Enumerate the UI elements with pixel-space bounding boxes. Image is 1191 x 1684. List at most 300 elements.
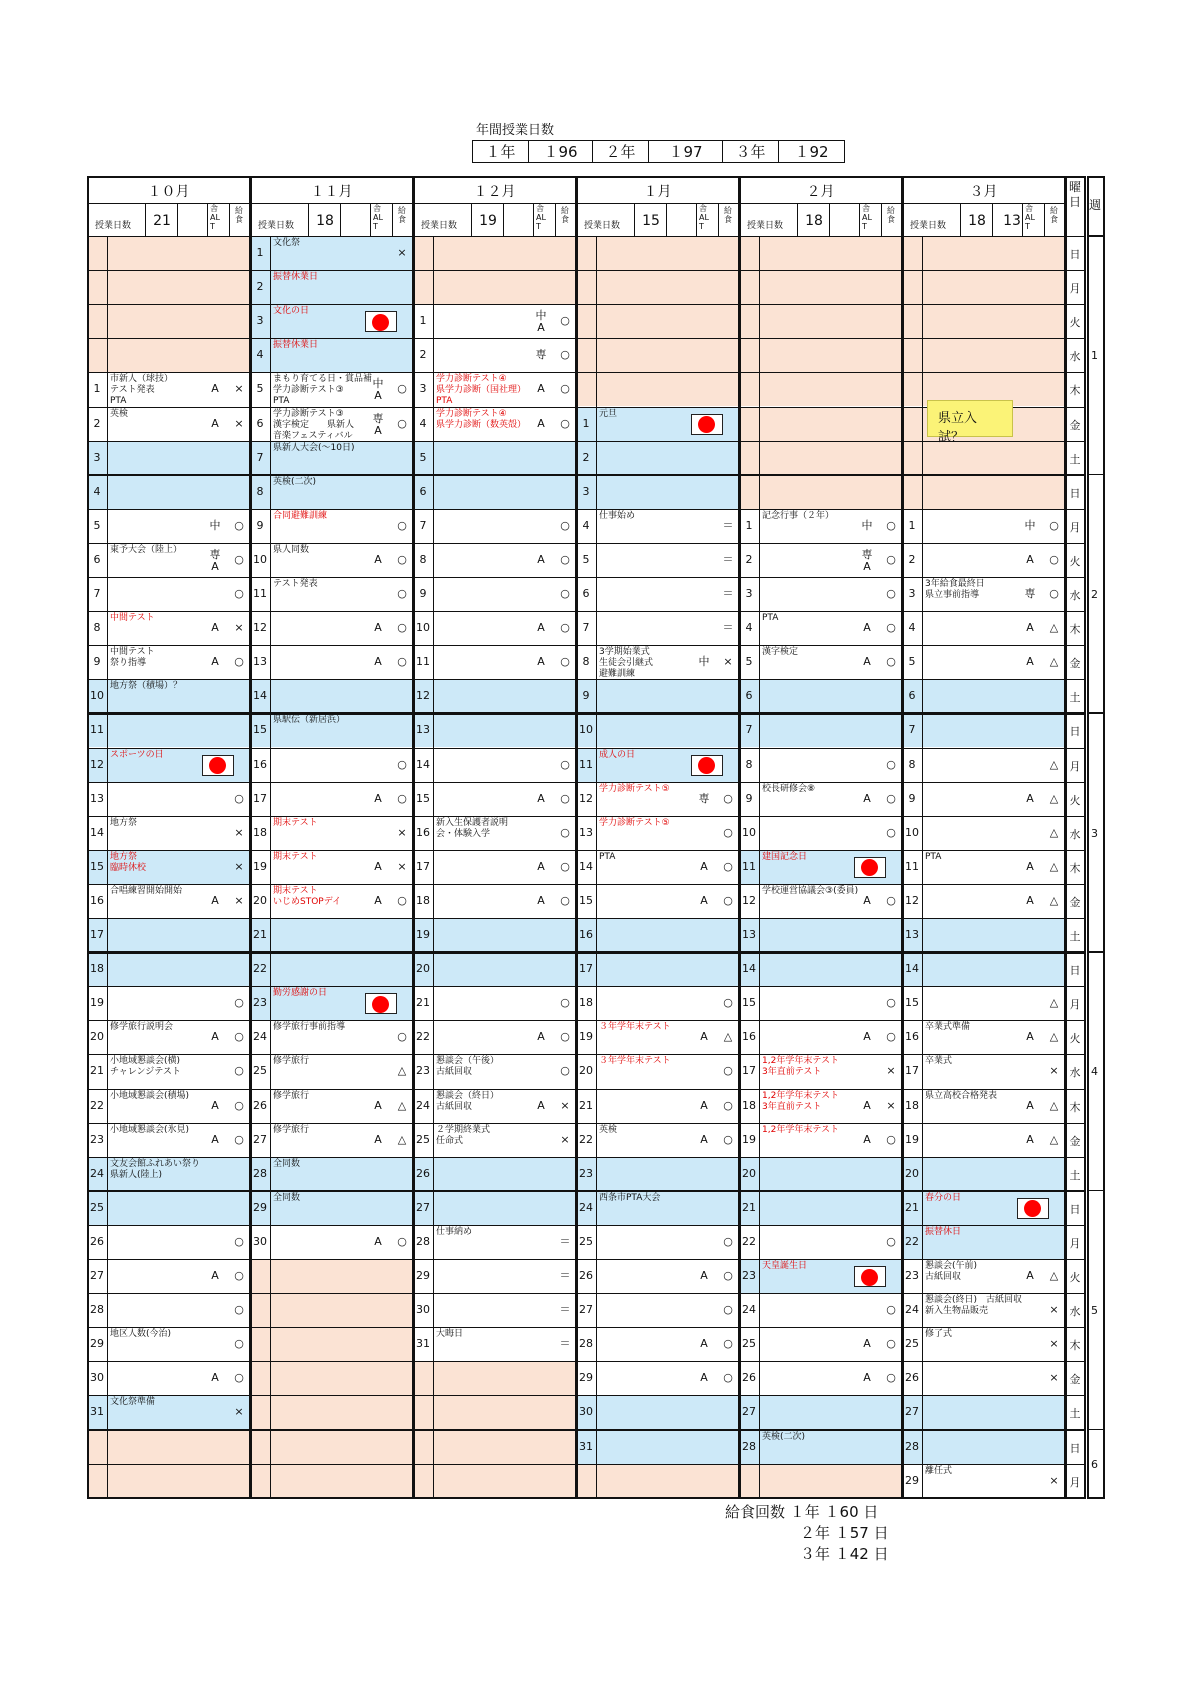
day-number: 23: [90, 1132, 104, 1146]
day-number: 12: [416, 689, 430, 703]
month-name: ３月: [969, 184, 998, 200]
weekday-name: 土: [1069, 930, 1081, 943]
alt-mark: A: [1026, 893, 1034, 907]
event-text: 合同避難訓練: [273, 510, 328, 521]
day-number: 28: [742, 1439, 756, 1453]
day-number: 25: [253, 1064, 267, 1078]
weekday-name: 日: [1069, 725, 1081, 739]
day-number: 29: [579, 1371, 593, 1385]
day-number: 9: [745, 791, 753, 805]
day-number: 8: [419, 552, 427, 566]
day-number: 15: [742, 996, 756, 1010]
day-number: 25: [90, 1200, 104, 1214]
day-number: 10: [579, 723, 593, 737]
event-text: 修了式: [925, 1329, 953, 1340]
lunch-mark: ○: [886, 587, 896, 600]
day-number: 22: [742, 1234, 756, 1248]
day-number: 1: [419, 314, 427, 328]
day-number: 25: [416, 1132, 430, 1146]
day-number: 20: [253, 893, 267, 907]
day-number: 6: [93, 552, 101, 566]
day-number: 8: [582, 655, 590, 669]
day-number: 5: [582, 552, 590, 566]
summary-days-1: １96: [529, 141, 593, 163]
days-label: 授業日数: [747, 221, 784, 231]
event-text: 学力診断テスト④ 県学力診断（数英殻）: [436, 408, 527, 430]
event-text: 学力診断テスト④ 県学力診断（国社理） PTA: [436, 374, 527, 407]
weekday-name: 金: [1069, 1134, 1081, 1148]
day-number: 13: [905, 928, 919, 941]
lunch-mark: ○: [234, 518, 244, 532]
weekday-name: 金: [1069, 418, 1081, 432]
weekday-name: 金: [1069, 657, 1081, 671]
lunch-mark: ×: [723, 655, 733, 669]
day-number: 4: [256, 348, 264, 362]
event-text: 学校運営協議会③(委員): [762, 885, 859, 896]
week-sep: [1087, 951, 1105, 953]
alt-mark: A: [1026, 621, 1034, 635]
alt-mark: A: [537, 893, 545, 907]
event-text: 小地域懇談会(氷見): [110, 1124, 190, 1135]
wk-top: [1087, 235, 1105, 237]
lunch-mark: ＝: [559, 1303, 571, 1317]
lunch-mark: ○: [560, 348, 570, 362]
event-text: 学力診断テスト③ 漢字検定 県新人 音楽フェスティバル: [273, 408, 355, 441]
lunch-mark: ○: [234, 1269, 244, 1282]
event-text: 懇談会(終日) 古紙回収 新入生物品販売: [925, 1295, 1023, 1317]
alt-label: 舎AL T: [1025, 204, 1035, 231]
day-number: 7: [256, 450, 264, 464]
day-number: 21: [416, 996, 430, 1010]
lunch-label: 給食: [887, 206, 895, 224]
event-text: 天皇誕生日: [762, 1261, 808, 1271]
lunch-mark: ×: [234, 825, 244, 839]
lunch-mark: ×: [234, 382, 244, 396]
alt-label: 舎AL T: [862, 204, 872, 231]
alt-mark: A: [537, 791, 545, 805]
month-name: １０月: [147, 184, 190, 200]
weekday-name: 日: [1069, 964, 1081, 978]
lunch-mark: ×: [234, 859, 244, 873]
lunch-mark: △: [1049, 757, 1059, 771]
event-text: PTA: [599, 851, 616, 862]
event-text: 懇談会（午後） 古紙回収: [436, 1056, 500, 1078]
week-sep: [1087, 474, 1105, 476]
day-number: 26: [416, 1166, 430, 1180]
alt-mark: A: [211, 1269, 219, 1282]
day-number: 7: [745, 723, 753, 737]
lunch-mark: ×: [234, 1405, 244, 1419]
alt-mark: A: [374, 552, 382, 566]
day-number: 18: [579, 996, 593, 1010]
day-number: 2: [745, 552, 753, 566]
week-sep: [1087, 712, 1105, 714]
alt-mark: A: [211, 621, 219, 635]
alt-mark: A: [1026, 1269, 1034, 1282]
day-number: 14: [416, 757, 430, 771]
day-number: 15: [579, 893, 593, 907]
alt-mark: A: [863, 1098, 871, 1112]
month-name: １２月: [473, 184, 516, 200]
weekday-name: 金: [1069, 1373, 1081, 1387]
day-number: 21: [905, 1200, 919, 1214]
event-text: 文化の日: [273, 306, 310, 317]
day-number: 24: [905, 1303, 919, 1317]
day-number: 1: [745, 518, 753, 532]
lunch-mark: ○: [560, 416, 570, 430]
lunch-label: 給食: [235, 206, 243, 224]
lunch-mark: ○: [560, 825, 570, 839]
lunch-label: 給食: [1050, 206, 1058, 224]
lunch-mark: △: [1049, 893, 1059, 907]
day-number: 6: [908, 689, 916, 703]
event-text: 修学旅行: [273, 1124, 310, 1135]
day-number: 16: [416, 825, 430, 839]
day-number: 4: [419, 416, 427, 430]
weekday-name: 月: [1069, 520, 1081, 534]
event-text: 3学期始業式 生徒会引継式 避難訓練: [599, 647, 654, 680]
page-title: 年間授業日数: [476, 123, 555, 138]
lunch-mark: ○: [723, 1234, 733, 1248]
day-number: 8: [93, 621, 101, 635]
day-number: 15: [253, 723, 267, 737]
lunch-mark: ○: [234, 1064, 244, 1078]
day-number: 14: [905, 962, 919, 976]
lunch-mark: △: [723, 1030, 733, 1044]
lunch-mark: ○: [234, 1337, 244, 1351]
day-number: 29: [416, 1269, 430, 1282]
lunch-count-line-1: 給食回数 １年 １60 日: [725, 1503, 879, 1521]
day-number: 23: [905, 1269, 919, 1282]
lunch-mark: ○: [886, 1234, 896, 1248]
lunch-mark: △: [397, 1098, 407, 1112]
lunch-mark: ○: [723, 859, 733, 873]
day-number: 13: [416, 723, 430, 737]
lunch-mark: ＝: [559, 1269, 571, 1282]
lunch-mark: ○: [886, 757, 896, 771]
weekday-name: 月: [1069, 759, 1081, 773]
lunch-mark: ×: [1049, 1064, 1059, 1078]
alt-label: 舎AL T: [373, 204, 383, 231]
event-text: 地方祭: [110, 817, 138, 828]
weekday-name: 木: [1069, 1100, 1081, 1114]
lunch-mark: ×: [1049, 1371, 1059, 1385]
day-number: 26: [579, 1269, 593, 1282]
alt-label: 舎AL T: [699, 204, 709, 231]
day-number: 27: [742, 1405, 756, 1419]
day-number: 9: [582, 689, 590, 703]
weekday-name: 金: [1069, 895, 1081, 909]
lunch-label: 給食: [724, 206, 732, 224]
alt-mark: 中: [861, 518, 873, 532]
day-number: 5: [745, 655, 753, 669]
event-text: 3年給食最終日 県立事前指導: [925, 579, 985, 600]
weekday-name: 火: [1069, 1032, 1081, 1046]
day-number: 21: [253, 928, 267, 941]
day-number: 2: [419, 348, 427, 362]
event-text: テスト発表: [273, 579, 318, 589]
day-number: 28: [416, 1234, 430, 1248]
days-label: 授業日数: [421, 221, 458, 231]
lunch-mark: ○: [234, 587, 244, 600]
lunch-mark: ×: [1049, 1303, 1059, 1317]
day-number: 18: [416, 893, 430, 907]
day-number: 23: [416, 1064, 430, 1078]
weekday-name: 火: [1069, 1271, 1081, 1284]
event-text: 中間テスト: [110, 613, 155, 624]
lunch-mark: ＝: [559, 1337, 571, 1351]
day-number: 13: [90, 791, 104, 805]
lunch-mark: ○: [560, 1030, 570, 1044]
lunch-mark: ○: [723, 1064, 733, 1078]
lunch-mark: ○: [723, 1337, 733, 1351]
lunch-mark: ○: [397, 791, 407, 805]
weekday-name: 日: [1069, 1202, 1081, 1216]
event-text: 春分の日: [925, 1192, 962, 1203]
event-text: 卒業式準備: [925, 1022, 971, 1033]
alt-mark: A: [700, 1337, 708, 1351]
alt-mark: 中: [698, 655, 710, 669]
week-number: 3: [1091, 826, 1098, 840]
day-number: 16: [579, 928, 593, 941]
lunch-mark: ＝: [722, 587, 734, 600]
alt-mark: A: [374, 621, 382, 635]
day-number: 9: [419, 587, 427, 600]
weekday-name: 木: [1069, 1339, 1081, 1353]
day-number: 22: [905, 1234, 919, 1248]
lunch-mark: ○: [397, 893, 407, 907]
lunch-mark: ○: [234, 791, 244, 805]
lunch-mark: ○: [234, 1030, 244, 1044]
lunch-mark: △: [397, 1132, 407, 1146]
day-number: 24: [742, 1303, 756, 1317]
day-number: 9: [908, 791, 916, 805]
lunch-mark: ○: [886, 1303, 896, 1317]
day-number: 27: [90, 1269, 104, 1282]
week-number: 1: [1091, 349, 1098, 363]
event-text: 県立高校合格発表: [925, 1090, 998, 1101]
weekday-name: 水: [1069, 1066, 1081, 1080]
day-number: 6: [582, 587, 590, 600]
event-text: 英検(二次): [273, 476, 317, 487]
lunch-mark: ○: [723, 1132, 733, 1146]
weekday-name: 月: [1069, 998, 1081, 1012]
alt-mark: A: [537, 416, 545, 430]
weekday-name: 月: [1069, 282, 1081, 296]
alt-mark: A: [211, 893, 219, 907]
day-number: 1: [93, 382, 101, 396]
alt-mark: A: [863, 791, 871, 805]
exam-note: 県立入試？: [927, 400, 1013, 437]
day-number: 20: [416, 962, 430, 976]
day-number: 27: [253, 1132, 267, 1146]
day-number: 3: [745, 587, 753, 600]
lunch-mark: ○: [886, 893, 896, 907]
day-number: 13: [579, 825, 593, 839]
lunch-mark: ○: [397, 1030, 407, 1044]
lunch-mark: ○: [234, 1234, 244, 1248]
lunch-mark: ○: [397, 655, 407, 669]
lunch-mark: ○: [560, 518, 570, 532]
day-number: 15: [905, 996, 919, 1010]
alt-mark: A: [211, 1098, 219, 1112]
lunch-count-line-2: ２年 １57 日: [800, 1524, 889, 1542]
alt-mark: 専 A: [861, 547, 873, 573]
event-text: 1,2年学年末テスト 3年直前テスト: [762, 1056, 839, 1078]
weekday-name: 日: [1069, 486, 1081, 500]
event-text: 期末テスト: [273, 817, 318, 828]
day-number: 13: [253, 655, 267, 669]
day-number: 7: [93, 587, 101, 600]
day-number: 25: [579, 1234, 593, 1248]
lunch-mark: ○: [723, 996, 733, 1010]
lunch-count-line-3: ３年 １42 日: [800, 1545, 889, 1563]
lunch-mark: ×: [234, 416, 244, 430]
days-count: 18: [968, 213, 986, 229]
lunch-mark: ○: [1049, 552, 1059, 566]
lunch-mark: ×: [886, 1098, 896, 1112]
day-number: 18: [905, 1098, 919, 1112]
day-number: 28: [905, 1439, 919, 1453]
alt-mark: A: [1026, 1098, 1034, 1112]
day-number: 16: [253, 757, 267, 771]
alt-mark: 専 A: [372, 411, 384, 437]
event-text: 勤労感謝の日: [273, 988, 328, 999]
event-text: 英検: [599, 1124, 618, 1135]
day-number: 17: [579, 962, 593, 976]
day-number: 17: [416, 859, 430, 873]
lunch-mark: ○: [723, 893, 733, 907]
alt-mark: 専: [535, 348, 547, 362]
day-number: 6: [745, 689, 753, 703]
event-text: 大晦日: [436, 1329, 464, 1340]
lunch-mark: △: [1049, 859, 1059, 873]
lunch-mark: ×: [397, 859, 407, 873]
day-number: 22: [253, 962, 267, 976]
day-number: 19: [579, 1030, 593, 1044]
event-text: 地区人数(今治): [110, 1329, 172, 1340]
alt-mark: A: [1026, 1030, 1034, 1044]
day-number: 9: [256, 518, 264, 532]
day-number: 3: [256, 314, 264, 328]
event-text: 期末テスト: [273, 851, 318, 862]
days-count: 19: [479, 213, 497, 229]
event-text: 修学旅行説明会: [110, 1022, 174, 1033]
day-number: 5: [419, 450, 427, 464]
day-number: 17: [253, 791, 267, 805]
day-number: 22: [579, 1132, 593, 1146]
week-number: 4: [1091, 1065, 1098, 1079]
lunch-mark: ○: [234, 552, 244, 566]
day-number: 28: [90, 1303, 104, 1317]
days-count: 18: [805, 213, 823, 229]
day-number: 19: [905, 1132, 919, 1146]
lunch-mark: ○: [560, 655, 570, 669]
lunch-mark: ○: [886, 1030, 896, 1044]
lunch-mark: △: [1049, 1098, 1059, 1112]
day-number: 10: [416, 621, 430, 635]
outer-border: [87, 176, 1066, 1499]
day-number: 26: [253, 1098, 267, 1112]
days-label: 授業日数: [584, 221, 621, 231]
weekday-name: 水: [1069, 350, 1081, 364]
day-number: 30: [416, 1303, 430, 1317]
alt-mark: A: [537, 552, 545, 566]
lunch-mark: ○: [560, 621, 570, 635]
day-number: 19: [416, 928, 430, 941]
summary-days-2: １97: [649, 141, 723, 163]
alt-mark: A: [863, 1337, 871, 1351]
lunch-mark: ×: [397, 246, 407, 259]
lunch-mark: ○: [397, 416, 407, 430]
lunch-mark: ○: [723, 825, 733, 839]
day-number: 12: [905, 893, 919, 907]
alt-mark: A: [374, 791, 382, 805]
alt-mark: A: [863, 655, 871, 669]
event-text: 県新人大会(～10日): [273, 442, 355, 453]
lunch-mark: ○: [397, 621, 407, 635]
alt-mark: A: [1026, 791, 1034, 805]
lunch-mark: ○: [1049, 518, 1059, 532]
lunch-mark: △: [397, 1064, 407, 1078]
weekday-name: 火: [1069, 316, 1081, 330]
weekday-header: 曜日: [1069, 180, 1082, 209]
day-number: 17: [742, 1064, 756, 1078]
day-number: 20: [905, 1166, 919, 1180]
event-text: 懇談会(午前) 古紙回収: [925, 1261, 978, 1282]
day-number: 2: [908, 552, 916, 566]
day-number: 28: [579, 1337, 593, 1351]
lunch-mark: ×: [560, 1098, 570, 1112]
event-text: 県駅伝（新居浜）: [273, 715, 346, 726]
alt-mark: A: [211, 1371, 219, 1385]
day-number: 5: [256, 382, 264, 396]
day-number: 30: [90, 1371, 104, 1385]
event-text: 1,2年学年末テスト 3年直前テスト: [762, 1090, 839, 1112]
weekday-name: 月: [1069, 1236, 1081, 1250]
week-header: 週: [1089, 198, 1102, 212]
weekday-name: 水: [1069, 827, 1081, 841]
day-number: 1: [908, 518, 916, 532]
lunch-mark: ○: [234, 1132, 244, 1146]
event-text: 修学旅行: [273, 1056, 310, 1067]
event-text: 懇談会（終日） 古紙回収: [436, 1090, 500, 1112]
alt-mark: A: [374, 1234, 382, 1248]
event-text: 西条市PTA大会: [599, 1192, 661, 1203]
day-number: 31: [416, 1337, 430, 1351]
lunch-mark: ○: [560, 996, 570, 1010]
lunch-mark: ○: [886, 791, 896, 805]
lunch-mark: ○: [397, 1234, 407, 1248]
day-number: 14: [90, 825, 104, 839]
alt-mark: A: [211, 382, 219, 396]
alt-mark: A: [1026, 1132, 1034, 1146]
weekday-border: [1064, 176, 1086, 1499]
alt-mark: A: [863, 1030, 871, 1044]
day-number: 24: [253, 1030, 267, 1044]
day-number: 12: [742, 893, 756, 907]
lunch-mark: ○: [560, 382, 570, 396]
event-text: まもり育てる日・賞品補 学力診断テスト③ PTA: [273, 374, 373, 407]
event-text: 校長研修会⑧: [762, 783, 816, 794]
event-text: 期末テスト いじめSTOPデイ: [273, 885, 342, 907]
day-number: 19: [253, 859, 267, 873]
day-number: 12: [253, 621, 267, 635]
lunch-mark: ○: [886, 1337, 896, 1351]
day-number: 29: [90, 1337, 104, 1351]
annual-days-summary: [472, 140, 845, 163]
day-number: 29: [905, 1473, 919, 1487]
